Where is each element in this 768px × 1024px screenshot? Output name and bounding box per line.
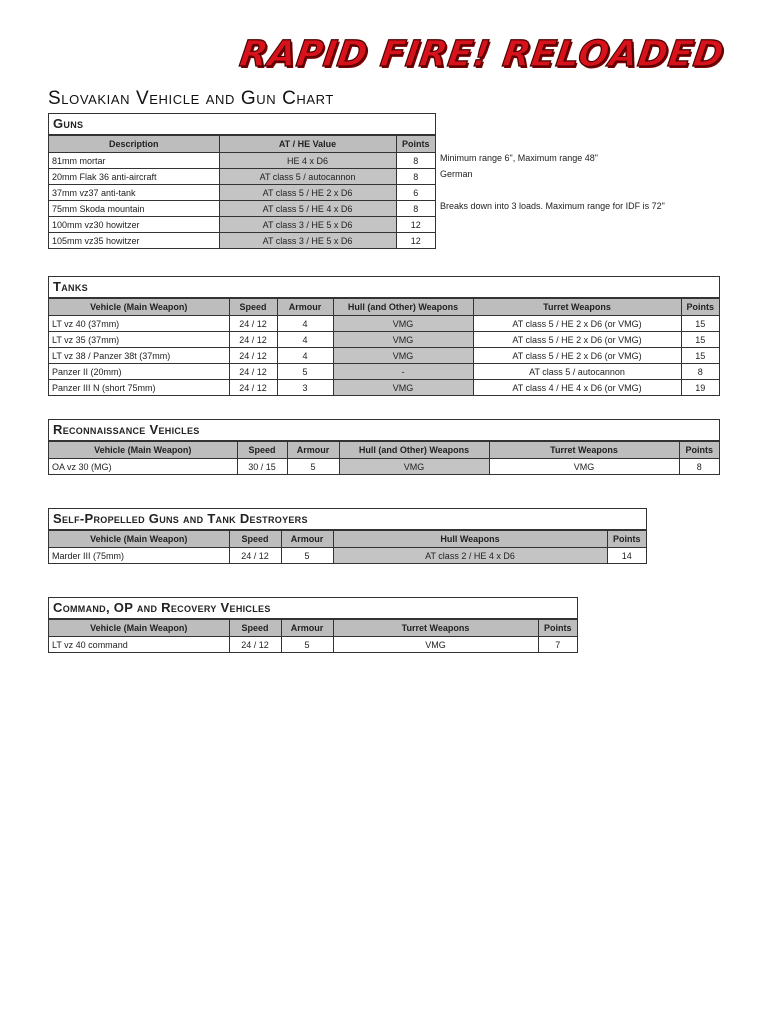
column-header: AT / HE Value — [219, 136, 396, 153]
armour-cell: 5 — [287, 459, 339, 475]
armour-cell: 5 — [277, 364, 333, 380]
armour-cell: 5 — [281, 637, 333, 653]
column-header: Armour — [281, 531, 333, 548]
column-header: Hull (and Other) Weapons — [333, 299, 473, 316]
hull-weapons-cell: VMG — [333, 316, 473, 332]
speed-cell: 24 / 12 — [229, 637, 281, 653]
section-title: Reconnaissance Vehicles — [49, 420, 719, 441]
table-row — [49, 217, 435, 233]
table-row — [49, 153, 435, 169]
table-header-row — [49, 442, 719, 459]
section-title: Command, OP and Recovery Vehicles — [49, 598, 577, 619]
points-cell: 8 — [681, 364, 719, 380]
table-row — [49, 348, 719, 364]
value-cell: AT class 5 / HE 4 x D6 — [219, 201, 396, 217]
turret-weapons-cell: AT class 5 / autocannon — [473, 364, 681, 380]
vehicle-cell: LT vz 35 (37mm) — [49, 332, 229, 348]
vehicle-cell: OA vz 30 (MG) — [49, 459, 237, 475]
description-cell: 100mm vz30 howitzer — [49, 217, 219, 233]
points-cell: 8 — [396, 153, 435, 169]
points-cell: 15 — [681, 332, 719, 348]
hull-weapons-cell: VMG — [339, 459, 489, 475]
column-header: Points — [607, 531, 646, 548]
gun-note: German — [440, 169, 473, 179]
column-header: Vehicle (Main Weapon) — [49, 620, 229, 637]
column-header: Turret Weapons — [333, 620, 538, 637]
column-header: Speed — [229, 299, 277, 316]
vehicle-cell: LT vz 40 command — [49, 637, 229, 653]
column-header: Vehicle (Main Weapon) — [49, 442, 237, 459]
table-row — [49, 380, 719, 396]
turret-weapons-cell: VMG — [333, 637, 538, 653]
hull-weapons-cell: VMG — [333, 380, 473, 396]
vehicle-cell: LT vz 38 / Panzer 38t (37mm) — [49, 348, 229, 364]
speed-cell: 24 / 12 — [229, 364, 277, 380]
table-row — [49, 185, 435, 201]
recon-section — [48, 419, 720, 475]
spg-section — [48, 508, 647, 564]
tanks-table — [49, 298, 719, 395]
armour-cell: 3 — [277, 380, 333, 396]
value-cell: AT class 3 / HE 5 x D6 — [219, 233, 396, 249]
speed-cell: 30 / 15 — [237, 459, 287, 475]
command-section — [48, 597, 578, 653]
points-cell: 12 — [396, 233, 435, 249]
points-cell: 12 — [396, 217, 435, 233]
guns-section — [48, 113, 436, 249]
vehicle-cell: LT vz 40 (37mm) — [49, 316, 229, 332]
points-cell: 6 — [396, 185, 435, 201]
column-header: Armour — [277, 299, 333, 316]
column-header: Points — [538, 620, 577, 637]
points-cell: 7 — [538, 637, 577, 653]
page-title: Slovakian Vehicle and Gun Chart — [48, 88, 334, 109]
points-cell: 14 — [607, 548, 646, 564]
hull-weapons-cell: AT class 2 / HE 4 x D6 — [333, 548, 607, 564]
armour-cell: 4 — [277, 332, 333, 348]
value-cell: AT class 3 / HE 5 x D6 — [219, 217, 396, 233]
table-row — [49, 233, 435, 249]
points-cell: 19 — [681, 380, 719, 396]
armour-cell: 4 — [277, 316, 333, 332]
column-header: Turret Weapons — [473, 299, 681, 316]
column-header: Speed — [237, 442, 287, 459]
column-header: Turret Weapons — [489, 442, 679, 459]
column-header: Description — [49, 136, 219, 153]
recon-table — [49, 441, 719, 474]
table-header-row — [49, 620, 577, 637]
vehicle-cell: Panzer III N (short 75mm) — [49, 380, 229, 396]
table-row — [49, 332, 719, 348]
spg-table — [49, 530, 646, 563]
tanks-section — [48, 276, 720, 396]
column-header: Vehicle (Main Weapon) — [49, 531, 229, 548]
table-row — [49, 364, 719, 380]
description-cell: 105mm vz35 howitzer — [49, 233, 219, 249]
section-title: Self-Propelled Guns and Tank Destroyers — [49, 509, 646, 530]
armour-cell: 4 — [277, 348, 333, 364]
value-cell: AT class 5 / HE 2 x D6 — [219, 185, 396, 201]
hull-weapons-cell: VMG — [333, 332, 473, 348]
turret-weapons-cell: AT class 5 / HE 2 x D6 (or VMG) — [473, 348, 681, 364]
hull-weapons-cell: VMG — [333, 348, 473, 364]
speed-cell: 24 / 12 — [229, 332, 277, 348]
table-row — [49, 169, 435, 185]
points-cell: 8 — [679, 459, 719, 475]
section-title: Tanks — [49, 277, 719, 298]
column-header: Hull (and Other) Weapons — [339, 442, 489, 459]
value-cell: AT class 5 / autocannon — [219, 169, 396, 185]
logo: RAPID FIRE! RELOADED — [237, 34, 727, 75]
column-header: Points — [679, 442, 719, 459]
table-header-row — [49, 531, 646, 548]
vehicle-cell: Panzer II (20mm) — [49, 364, 229, 380]
points-cell: 15 — [681, 316, 719, 332]
armour-cell: 5 — [281, 548, 333, 564]
description-cell: 75mm Skoda mountain — [49, 201, 219, 217]
description-cell: 37mm vz37 anti-tank — [49, 185, 219, 201]
points-cell: 8 — [396, 201, 435, 217]
command-table — [49, 619, 577, 652]
column-header: Vehicle (Main Weapon) — [49, 299, 229, 316]
description-cell: 81mm mortar — [49, 153, 219, 169]
table-row — [49, 201, 435, 217]
table-row — [49, 459, 719, 475]
points-cell: 15 — [681, 348, 719, 364]
table-header-row — [49, 299, 719, 316]
speed-cell: 24 / 12 — [229, 316, 277, 332]
table-header-row — [49, 136, 435, 153]
column-header: Points — [681, 299, 719, 316]
value-cell: HE 4 x D6 — [219, 153, 396, 169]
description-cell: 20mm Flak 36 anti-aircraft — [49, 169, 219, 185]
speed-cell: 24 / 12 — [229, 348, 277, 364]
section-title: Guns — [49, 114, 435, 135]
column-header: Speed — [229, 531, 281, 548]
column-header: Armour — [287, 442, 339, 459]
turret-weapons-cell: AT class 5 / HE 2 x D6 (or VMG) — [473, 316, 681, 332]
turret-weapons-cell: VMG — [489, 459, 679, 475]
points-cell: 8 — [396, 169, 435, 185]
table-row — [49, 548, 646, 564]
hull-weapons-cell: - — [333, 364, 473, 380]
column-header: Hull Weapons — [333, 531, 607, 548]
table-row — [49, 637, 577, 653]
turret-weapons-cell: AT class 4 / HE 4 x D6 (or VMG) — [473, 380, 681, 396]
column-header: Speed — [229, 620, 281, 637]
gun-note: Minimum range 6", Maximum range 48" — [440, 153, 598, 163]
gun-note: Breaks down into 3 loads. Maximum range for IDF is 72" — [440, 201, 665, 211]
table-row — [49, 316, 719, 332]
turret-weapons-cell: AT class 5 / HE 2 x D6 (or VMG) — [473, 332, 681, 348]
vehicle-cell: Marder III (75mm) — [49, 548, 229, 564]
column-header: Points — [396, 136, 435, 153]
guns-table — [49, 135, 435, 248]
column-header: Armour — [281, 620, 333, 637]
speed-cell: 24 / 12 — [229, 380, 277, 396]
speed-cell: 24 / 12 — [229, 548, 281, 564]
